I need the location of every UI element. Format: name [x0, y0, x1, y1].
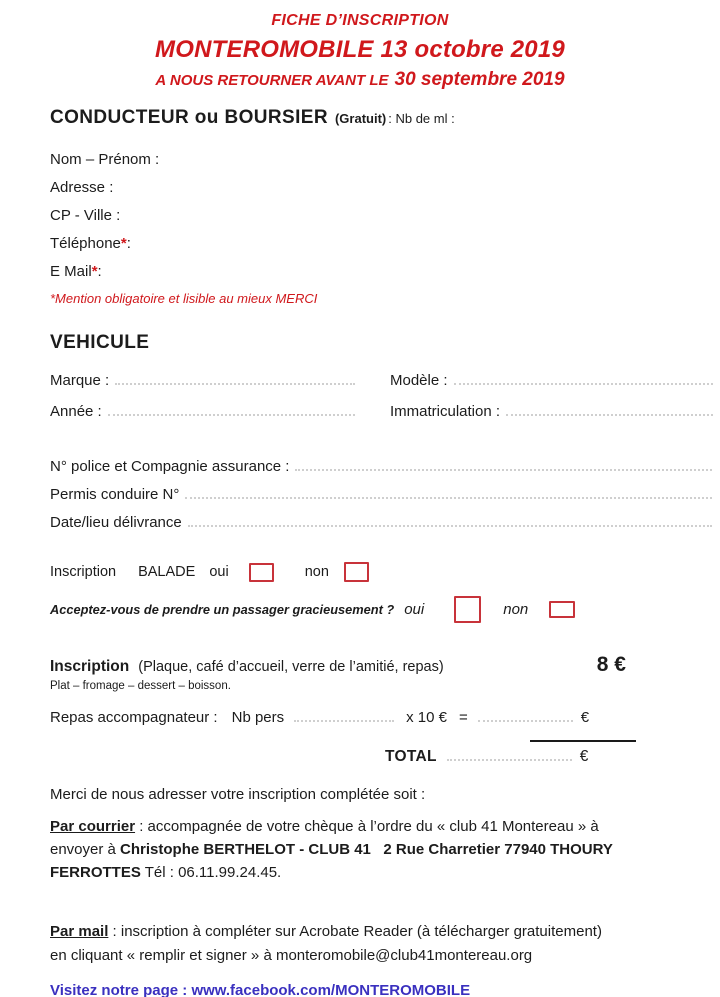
nb-pers-fill-line[interactable] — [294, 709, 394, 722]
field-row-email — [50, 263, 720, 281]
courrier-line1: : accompagnée de votre chèque à l’ordre du « club 41 Montereau » à — [135, 818, 599, 835]
facebook-line — [50, 982, 720, 997]
email-label: E Mail — [50, 263, 92, 280]
modele-fill-line[interactable] — [454, 371, 713, 385]
balade-oui-label: oui — [209, 564, 229, 580]
mandatory-note: *Mention obligatoire et lisible au mieux MERCI — [50, 291, 318, 306]
balade-non-label: non — [304, 564, 329, 580]
repas-label: Repas accompagnateur : — [50, 709, 218, 726]
form-title: FICHE D’INSCRIPTION — [271, 12, 449, 29]
annee-label: Année : — [50, 403, 102, 420]
marque-label: Marque : — [50, 372, 110, 389]
euro-sign: € — [580, 709, 590, 726]
permis-row — [50, 485, 712, 503]
facebook-link[interactable]: www.facebook.com/MONTEROMOBILE — [191, 982, 471, 997]
balade-non-checkbox[interactable] — [344, 562, 369, 582]
menu-detail: Plat – fromage – dessert – boisson. — [50, 680, 231, 692]
balade-label: BALADE — [138, 564, 196, 580]
mail-email-address: monteromobile@club41montereau.org — [275, 947, 533, 964]
deadline-line — [0, 69, 720, 91]
delivrance-label: Date/lieu délivrance — [50, 514, 182, 531]
courrier-line2-pre: envoyer à — [50, 841, 121, 858]
annee-fill-line[interactable] — [108, 402, 355, 416]
vehicule-row-2 — [50, 402, 713, 420]
permis-fill-line[interactable] — [185, 485, 712, 499]
vehicule-row-1 — [50, 371, 713, 389]
mail-paragraph — [50, 920, 690, 968]
mail-line1: : inscription à compléter sur Acrobate Reader (à télécharger gratuitement) — [108, 923, 602, 940]
courrier-phone: Tél : 06.11.99.24.45. — [140, 864, 282, 881]
assurance-label: N° police et Compagnie assurance : — [50, 458, 290, 475]
assurance-fill-line[interactable] — [295, 457, 712, 471]
equals-sign: = — [459, 709, 468, 726]
inscription-balade-label: Inscription — [50, 564, 117, 580]
return-intro: Merci de nous adresser votre inscription complétée soit : — [50, 786, 426, 803]
permis-label: Permis conduire N° — [50, 486, 180, 503]
immatriculation-fill-line[interactable] — [506, 402, 713, 416]
passager-oui-label: oui — [404, 600, 425, 618]
courrier-paragraph — [50, 815, 690, 884]
vehicule-title: VEHICULE — [50, 332, 150, 353]
field-row-cp-ville — [50, 207, 720, 225]
passager-non-label: non — [503, 600, 529, 618]
event-title: MONTEROMOBILE 13 octobre 2019 — [155, 36, 565, 63]
marque-fill-line[interactable] — [115, 371, 355, 385]
sum-separator-line — [530, 740, 636, 742]
deadline-date: 30 septembre 2019 — [394, 69, 565, 90]
inscription-fee-detail: (Plaque, café d’accueil, verre de l’amitié, repas) — [138, 659, 444, 675]
balade-oui-checkbox[interactable] — [249, 563, 274, 582]
repas-row — [50, 709, 720, 726]
courrier-title: Par courrier — [50, 818, 136, 835]
required-star: * — [91, 263, 98, 280]
unit-price-label: x 10 € — [406, 709, 448, 726]
delivrance-fill-line[interactable] — [188, 513, 712, 527]
assurance-row — [50, 457, 712, 475]
required-star: * — [120, 235, 127, 252]
inscription-price-row — [50, 653, 626, 677]
nb-ml-label: : Nb de ml : — [388, 111, 455, 126]
label-suffix: : — [97, 263, 102, 280]
label-suffix: : — [126, 235, 131, 252]
immatriculation-label: Immatriculation : — [390, 403, 501, 420]
conducteur-title: CONDUCTEUR ou BOURSIER — [50, 107, 328, 128]
field-row-adresse — [50, 179, 720, 197]
mail-line2-pre: en cliquant « remplir et signer » à — [50, 947, 276, 964]
identity-fields — [50, 151, 720, 281]
total-label: TOTAL — [385, 748, 437, 765]
inscription-fee-label: Inscription — [50, 658, 130, 675]
delivrance-row — [50, 513, 712, 531]
mail-title: Par mail — [50, 923, 109, 940]
total-fill-line[interactable] — [447, 748, 572, 761]
form-header — [0, 12, 720, 91]
gratuit-label: (Gratuit) — [334, 111, 387, 126]
passager-oui-checkbox[interactable] — [454, 596, 481, 623]
inscription-fee-price: 8 € — [596, 653, 626, 676]
telephone-label: Téléphone — [50, 235, 121, 252]
repas-total-fill-line[interactable] — [478, 709, 573, 722]
field-row-nom-prenom — [50, 151, 720, 169]
conducteur-section-heading — [50, 107, 720, 129]
field-row-telephone — [50, 235, 720, 253]
adresse-label: Adresse : — [50, 179, 114, 196]
total-euro-sign: € — [579, 748, 589, 765]
nb-pers-label: Nb pers — [231, 709, 285, 726]
courrier-contact-bold: Christophe BERTHELOT - CLUB 41 2 Rue Charretier 77940 THOURY — [120, 841, 613, 858]
deadline-prefix: A NOUS RETOURNER AVANT LE — [155, 72, 389, 89]
balade-choice-row — [50, 561, 720, 583]
passager-non-checkbox[interactable] — [549, 601, 575, 618]
cp-ville-label: CP - Ville : — [50, 207, 121, 224]
total-row — [385, 748, 720, 766]
courrier-city-bold: FERROTTES — [50, 864, 141, 881]
modele-label: Modèle : — [390, 372, 448, 389]
passager-choice-row — [50, 595, 720, 623]
passager-question: Acceptez-vous de prendre un passager gracieusement ? — [50, 601, 395, 617]
nom-prenom-label: Nom – Prénom : — [50, 151, 160, 168]
visit-prefix: Visitez notre page : — [50, 982, 192, 997]
